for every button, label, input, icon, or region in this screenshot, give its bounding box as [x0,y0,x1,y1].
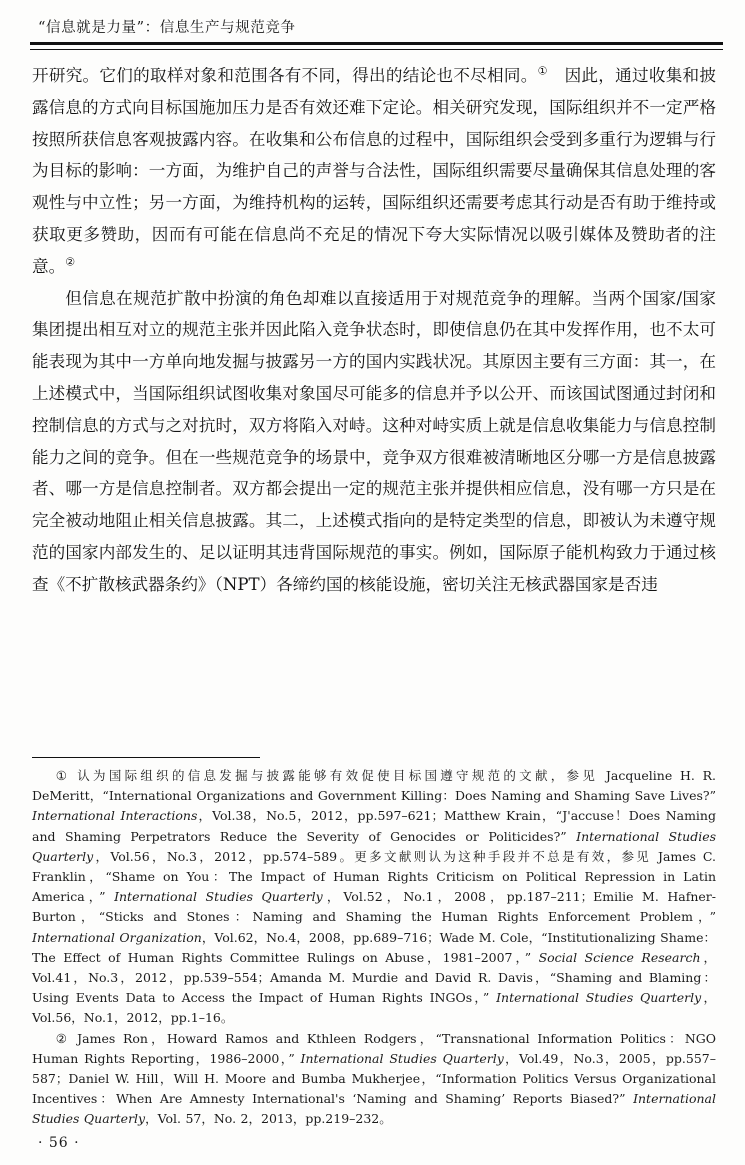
footnote-1-segment-5: International Studies Quarterly [114,889,323,905]
paragraph-2-text: 但信息在规范扩散中扮演的角色却难以直接适用于对规范竞争的理解。当两个国家/国家集团提出相互对立的规范主张并因此陷入竞争状态时，即使信息仍在其中发挥作用，也不太可能表现为其中一方单向地发掘与披露另一方的国内实践状况。其原因主要有三方面：其一，在上述模式中，当国际组织试图收集对象国尽可能多的信息并予以公开、而该国试图通过封闭和控制信息的方式与之对抗时，双方将陷入对峙。这种对峙实质上就是信息收集能力与信息控制能力之间的竞争。但在一些规范竞争的场景中，竞争双方很难被清晰地区分哪一方是信息披露者、哪一方是信息控制者。双方都会提出一定的规范主张并提供相应信息，没有哪一方只是在完全被动地阻止相关信息披露。其二，上述模式指向的是特定类型的信息，即被认为未遵守规范的国家内部发生的、足以证明其违背国际规范的事实。例如，国际原子能机构致力于通过核查《不扩散核武器条约》（NPT）各缔约国的核能设施，密切关注无核武器国家是否违 [32,288,716,594]
header-rule-thin [30,49,723,50]
paragraph-1-text-b: 因此，通过收集和披露信息的方式向目标国施加压力是否有效还难下定论。相关研究发现，国际组织并不一定严格按照所获信息客观披露内容。在收集和公布信息的过程中，国际组织会受到多重行为逻辑与行为目标的影响：一方面，为维护自己的声誉与合法性，国际组织需要尽量确保其信息处理的客观性与中立性；另一方面，为维持机构的运转，国际组织还需要考虑其行动是否有助于维持或获取更多赞助，因而有可能在信息尚不充足的情况下夸大实际情况以吸引媒体及赞助者的注意。 [32,66,716,276]
footnote-1-segment-11: International Studies Quarterly [496,990,702,1006]
footnote-2-segment-2: ，Vol.49，No.3，2005，pp.557–587；Daniel W. Hill，Will H. Moore and Bumba Mukherjee，“Information Politics Versus Organizational Incentives：When Are Amnesty International's ‘Naming and Shaming’ Reports Biased?” [32,1050,716,1107]
footnote-separator-rule [32,757,260,758]
footnote-1-segment-4: ，Vol.56，No.3，2012，pp.574–589。更多文献则认为这种手段并不总是有效，参见 James C. Franklin，“Shame on You：The Impact of Human Rights Criticism on Political Repression in Latin America，” [32,848,716,905]
footnote-1-segment-2: ，Vol.38，No.5，2012，pp.597–621；Matthew Krain，“J'accuse！Does Naming and Shaming Perpetrators Reduce the Severity of Genocides or Politicides?” [32,808,716,844]
page-number: · 56 · [38,1135,80,1151]
footnote-2 [32,1029,716,1130]
footnote-2-segment-3: International Studies Quarterly [32,1091,716,1127]
footnote-ref-2[interactable]: ② [65,255,76,269]
footnote-2-segment-0: James Ron，Howard Ramos and Kthleen Rodgers，“Transnational Information Politics：NGO Human Rights Reporting，1986–2000，” [32,1030,716,1066]
footnotes-section [32,766,716,1130]
footnote-1-segment-9: Social Science Research [538,949,701,965]
footnote-1-segment-0: 认为国际组织的信息发掘与披露能够有效促使目标国遵守规范的文献，参见 Jacqueline H. R. DeMeritt，“International Organizations and Government Killing：Does Naming and Shaming Save Lives?” [32,768,716,804]
footnote-ref-1[interactable]: ① [537,64,548,78]
footnote-2-segment-4: ，Vol. 57，No. 2，2013，pp.219–232。 [145,1111,392,1127]
paragraph-1 [32,60,716,283]
header-rule-thick [30,42,723,45]
paragraph-2 [32,283,716,601]
running-head-title: “信息就是力量”：信息生产与规范竞争 [38,20,296,36]
footnote-1-segment-1: International Interactions [32,808,198,824]
footnote-2-body [32,1031,716,1127]
paragraph-1-text-a: 开研究。它们的取样对象和范围各有不同，得出的结论也不尽相同。 [32,66,538,85]
footnote-1-segment-10: ，Vol.41，No.3，2012，pp.539–554；Amanda M. Murdie and David R. Davis，“Shaming and Blaming：Using Events Data to Access the Impact of Human Rights INGOs，” [32,949,716,1006]
footnote-1-segment-7: International Organization [32,929,202,945]
footnote-2-marker: ② [55,1030,71,1046]
footnote-1-body [32,768,716,1025]
footnote-1-marker: ① [55,768,71,783]
footnote-2-segment-1: International Studies Quarterly [300,1050,504,1066]
footnote-1-segment-6: ，Vol.52，No.1，2008，pp.187–211；Emilie M. Hafner-Burton，“Sticks and Stones：Naming and Shaming the Human Rights Enforcement Problem，” [32,889,716,925]
footnote-1-segment-12: ，Vol.56，No.1，2012，pp.1–16。 [32,990,716,1026]
footnote-1-segment-3: International Studies Quarterly [32,828,717,864]
footnote-1-segment-8: ，Vol.62，No.4，2008，pp.689–716；Wade M. Cole，“Institutionalizing Shame：The Effect of Human Rights Committee Rulings on Abuse，1981–2007，” [32,929,716,965]
footnote-1 [32,766,716,1029]
body-text-column [32,60,716,601]
running-head [38,16,715,42]
